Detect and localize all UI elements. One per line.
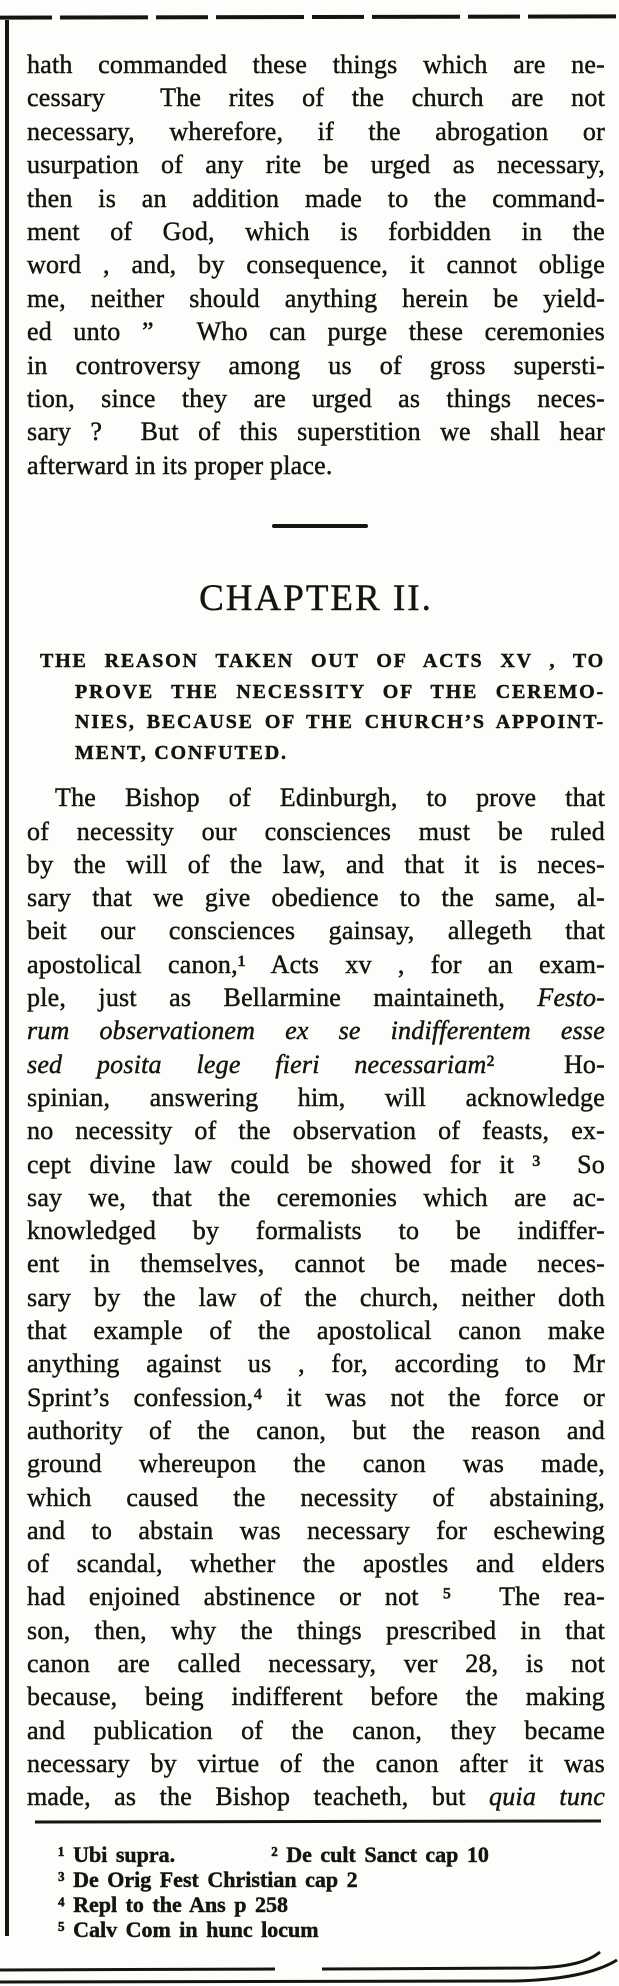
top-edge-rule	[0, 14, 619, 19]
latin-phrase: quia tunc	[489, 1782, 605, 1812]
body-text-line: me, neither should anything herein be yield-	[27, 283, 605, 313]
body-text-line: necessary, wherefore, if the abrogation or	[27, 116, 605, 146]
body-text-line	[27, 1780, 605, 1813]
bottom-edge-line-upper	[0, 1952, 600, 1970]
body-text-line: because, being indifferent before the making	[27, 1682, 605, 1712]
footnote-line	[58, 1868, 605, 1893]
body-text-line: canon are called necessary, ver 28, is not	[27, 1649, 605, 1678]
footnote: ³ De Orig Fest Christian cap 2	[58, 1867, 358, 1893]
text-segment: made, as the Bishop teacheth, but	[27, 1782, 490, 1812]
body-text-line: ment of God, which is forbidden in the	[27, 217, 605, 247]
body-text-line: son, then, why the things prescribed in that	[27, 1615, 605, 1645]
section-divider-rule	[272, 524, 368, 528]
text-segment: ple, just as Bellarmine maintaineth,	[27, 983, 538, 1013]
body-text-line: spinian, answering him, will acknowledge	[27, 1082, 605, 1112]
chapter-title: CHAPTER II.	[199, 578, 433, 620]
body-text-line: Sprint’s confession,⁴ it was not the force or	[27, 1382, 605, 1412]
footnote-line	[58, 1893, 605, 1918]
footnote: ¹ Ubi supra.	[58, 1842, 176, 1868]
body-text-line: then is an addition made to the command-	[27, 183, 605, 213]
footnotes	[27, 1843, 605, 1942]
body-text-line: and publication of the canon, they became	[27, 1715, 605, 1745]
text-column	[27, 48, 605, 1943]
body-text-line: The Bishop of Edinburgh, to prove that	[55, 783, 605, 813]
body-text-line: ground whereupon the canon was made,	[27, 1449, 605, 1479]
body-text-line: anything against us , for, according to Mr	[27, 1349, 605, 1379]
section-heading-line: PROVE THE NECESSITY OF THE CEREMO-	[75, 680, 605, 703]
body-text-line: of necessity our consciences must be ruled	[27, 816, 605, 846]
body-text-line: cept divine law could be showed for it ³ So	[27, 1149, 605, 1179]
body-text-line: cessary The rites of the church are not	[27, 83, 605, 113]
body-text-line: beit our consciences gainsay, allegeth that	[27, 916, 605, 946]
section-heading-line: MENT, CONFUTED.	[75, 741, 288, 764]
body-text-line: and to abstain was necessary for eschewing	[27, 1515, 605, 1545]
body-text-line: in controversy among us of gross supersti-	[27, 350, 605, 380]
body-text-line: necessary by virtue of the canon after it was	[27, 1748, 605, 1778]
body-text-line: which caused the necessity of abstaining,	[27, 1482, 605, 1512]
body-text-line: no necessity of the observation of feasts, ex-	[27, 1116, 605, 1146]
paragraph	[27, 781, 605, 1813]
footnote: ² De cult Sanct cap 10	[271, 1842, 489, 1868]
section-heading-line: NIES, BECAUSE OF THE CHURCH’S APPOINT-	[75, 711, 605, 734]
body-text-line: word , and, by consequence, it cannot oblige	[27, 250, 605, 280]
text-segment: Ho-	[494, 1049, 605, 1079]
body-text-line: ent in themselves, cannot be made neces-	[27, 1249, 605, 1279]
body-text-line: of scandal, whether the apostles and elders	[27, 1549, 605, 1579]
body-text-line	[27, 981, 605, 1014]
body-text-line: that example of the apostolical canon make	[27, 1316, 605, 1346]
body-text-line	[27, 1048, 605, 1081]
footnote: ⁴ Repl to the Ans p 258	[58, 1892, 288, 1918]
latin-phrase: sed posita lege fieri necessariam	[27, 1049, 487, 1079]
section-heading-line: THE REASON TAKEN OUT OF ACTS XV , TO	[40, 650, 605, 673]
left-edge-rule	[5, 20, 9, 1936]
footnote-marker: ²	[486, 1049, 495, 1079]
footnote-line	[58, 1843, 605, 1868]
body-text-line: sary ? But of this superstition we shall hear	[27, 417, 605, 447]
body-text-line: say we, that the ceremonies which are ac-	[27, 1182, 605, 1212]
paragraph-continuation	[27, 48, 605, 482]
body-text-line: usurpation of any rite be urged as necessary,	[27, 150, 605, 180]
body-text-line: apostolical canon,¹ Acts xv , for an exam-	[27, 949, 605, 979]
body-text-line: knowledged by formalists to be indiffer-	[27, 1216, 605, 1246]
body-text-line: by the will of the law, and that it is neces-	[27, 849, 605, 879]
body-text-line: sary by the law of the church, neither doth	[27, 1282, 605, 1312]
body-text-line: afterward in its proper place.	[27, 450, 333, 480]
body-text-line: ed unto ” Who can purge these ceremonies	[27, 317, 605, 347]
footnote-line	[58, 1918, 605, 1943]
bottom-page-edge-rules	[0, 1948, 619, 1986]
latin-text-line: rum observationem ex se indifferentem esse	[27, 1016, 605, 1046]
section-heading	[27, 646, 605, 768]
footnote: ⁵ Calv Com in hunc locum	[58, 1916, 319, 1942]
body-text-line: had enjoined abstinence or not ⁵ The rea-	[27, 1582, 605, 1612]
latin-phrase: Festo-	[537, 983, 605, 1013]
body-text-line: hath commanded these things which are ne-	[27, 50, 605, 79]
footnote-separator-rule	[35, 1820, 601, 1824]
body-text-line: sary that we give obedience to the same, al-	[27, 883, 605, 913]
body-text-line: tion, since they are urged as things neces-	[27, 384, 605, 414]
body-text-line: authority of the canon, but the reason and	[27, 1415, 605, 1445]
